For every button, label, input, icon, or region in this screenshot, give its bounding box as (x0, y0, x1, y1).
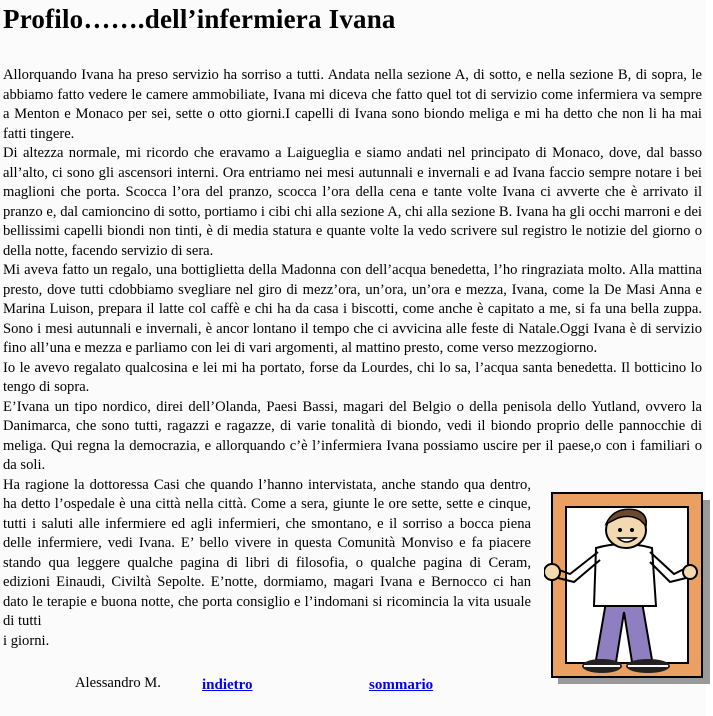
man-stepping-out-of-frame-icon (544, 490, 712, 686)
author-signature: Alessandro M. (75, 675, 161, 691)
paragraph-2: Di altezza normale, mi ricordo che eravamo a Laigueglia e siamo andati nel principato di Monaco, dove, dal basso all’alto, ci sono gli ascensori interni. Ora entriamo nei mesi autunnali e invernali e ad Ivana faccio sempre notare i bei maglioni che porta. Scocca l’ora del pranzo, scocca l’ora della cena e tante volte Ivana ci avverte che è arrivato il pranzo e, dal camioncino di sotto, portiamo i cibi chi alla sezione A, chi alla sezione B. Ivana ha gli occhi marroni e dei bellissimi capelli biondi non tinti, è di media statura e quante volte la vedo scrivere sul registro le notizie del giorno o della notte, facendo servizio di sera. (3, 145, 702, 259)
paragraph-3: Mi aveva fatto un regalo, una bottiglietta della Madonna con dell’acqua benedetta, l’ho ringraziata molto. Alla mattina presto, dove tutti cdobbiamo svegliare nel giro di mezz’ora, un’ora, un’ora e mezza, Ivana, come la De Masi Anna e Marina Luison, prepara il latte col caffè e chi ha da casa i biscotti, come anche è capitato a me, si fa una bella zuppa. Sono i mesi autunnali e invernali, è ancor lontano il tempo che ci avvicina alle feste di Natale.Oggi Ivana è di servizio fino all’una e mezza e parliamo con lei di vari argomenti, al mattino presto, come verso mezzogiorno. (3, 262, 702, 356)
index-link[interactable]: sommario (369, 677, 434, 693)
paragraph-6: Ha ragione la dottoressa Casi che quando l’hanno intervistata, anche stando qua dentro, ha detto l’ospedale è una città nella città. Come a sera, giunte le ore sette, sette e cinque, tutti i saluti alle infermiere ed agli infermieri, che smontano, e il sorriso a bocca piena delle infermiere, vedi Ivana. E’ bello vivere in questa Comunità Monviso e fa piacere stando qua leggere qualche pagina di libri di filosofia, o qualche pagina di Ceram, edizioni Einaudi, Civiltà Sepolte. E’notte, dormiamo, magari Ivana e Bernocco ci han dato le terapie e buona notte, che porta consiglio e l’indomani si ricomincia la vita usuale di tutti (3, 476, 531, 629)
paragraph-4: Io le avevo regalato qualcosina e lei mi ha portato, forse da Lourdes, chi lo sa, l’acqua santa benedetta. Il botticino lo tengo di sopra. (3, 359, 702, 395)
back-link[interactable]: indietro (202, 677, 253, 693)
paragraph-5: E’Ivana un tipo nordico, direi dell’Olanda, Paesi Bassi, magari del Belgio o della penisola dello Yutland, ovvero la Danimarca, che sono tutti, ragazzi e ragazze, di varie tonalità di biondo, vedi il biondo proprio delle pannocchie di meliga. Qui regna la democrazia, e allorquando c’è l’infermiera Ivana possiamo uscire per il paese,o con i familiari o da soli. (3, 398, 702, 473)
paragraph-1: Allorquando Ivana ha preso servizio ha sorriso a tutti. Andata nella sezione A, di sotto, e nella sezione B, di sopra, le abbiamo fatto vedere le camere ammobiliate, Ivana mi diceva che fatto quel tot di servizio come infermiera va sempre a Menton e Monaco per sei, sette o otto giorni.I capelli di Ivana sono biondo meliga e mi ha detto che non li ha mai fatti tingere. (3, 67, 702, 142)
paragraph-7: i giorni. (3, 632, 50, 649)
page-title: Profilo…….dell’infermiera Ivana (3, 4, 396, 34)
